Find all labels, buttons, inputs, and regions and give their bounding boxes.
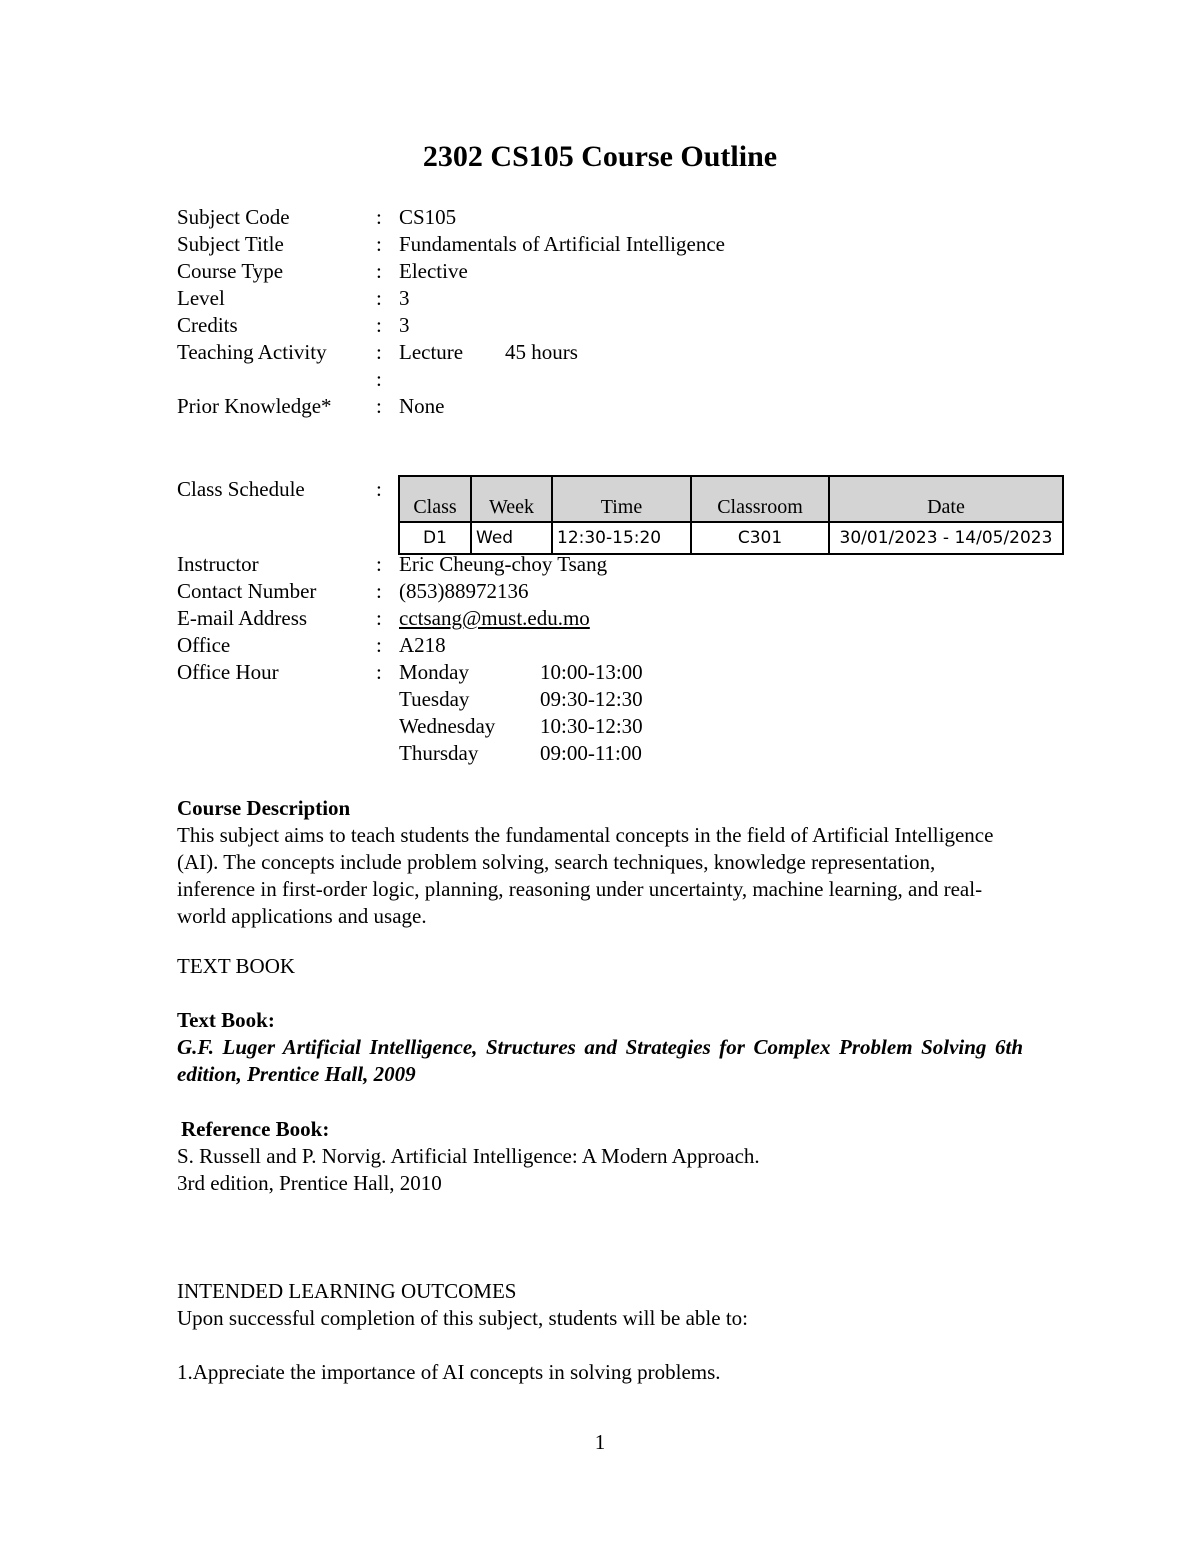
label-prior-knowledge: Prior Knowledge* bbox=[177, 394, 332, 418]
text-book-section bbox=[177, 1007, 1023, 1088]
value-course-type: Elective bbox=[399, 259, 468, 283]
office-hour-time: 10:00-13:00 bbox=[540, 660, 643, 684]
label-office-hour: Office Hour bbox=[177, 660, 279, 684]
ilo-intro: Upon successful completion of this subject, students will be able to: bbox=[177, 1306, 748, 1330]
header-classroom: Classroom bbox=[691, 476, 829, 522]
reference-book-heading: Reference Book: bbox=[181, 1117, 330, 1141]
colon: : bbox=[376, 286, 382, 310]
label-subject-code: Subject Code bbox=[177, 205, 290, 229]
course-description-section bbox=[177, 795, 1007, 930]
colon: : bbox=[376, 552, 382, 576]
spacer bbox=[177, 1332, 748, 1359]
class-schedule-table bbox=[398, 475, 1064, 555]
label-credits: Credits bbox=[177, 313, 238, 337]
value-teaching-hours: 45 hours bbox=[505, 340, 578, 364]
ilo-item-1: 1.Appreciate the importance of AI concepts in solving problems. bbox=[177, 1360, 721, 1384]
cell-class: D1 bbox=[399, 522, 471, 554]
office-hour-day: Thursday bbox=[399, 741, 479, 765]
colon: : bbox=[376, 394, 382, 418]
label-level: Level bbox=[177, 286, 225, 310]
value-contact-number: (853)88972136 bbox=[399, 579, 529, 603]
colon: : bbox=[376, 313, 382, 337]
cell-classroom: C301 bbox=[691, 522, 829, 554]
colon: : bbox=[376, 579, 382, 603]
text-book-heading: TEXT BOOK bbox=[177, 954, 296, 978]
reference-book-section bbox=[177, 1116, 760, 1197]
colon: : bbox=[376, 340, 382, 364]
value-prior-knowledge: None bbox=[399, 394, 445, 418]
value-credits: 3 bbox=[399, 313, 410, 337]
office-hour-time: 09:00-11:00 bbox=[540, 741, 642, 765]
office-hour-time: 10:30-12:30 bbox=[540, 714, 643, 738]
table-header-row bbox=[399, 476, 1063, 522]
office-hour-time: 09:30-12:30 bbox=[540, 687, 643, 711]
office-hour-day: Tuesday bbox=[399, 687, 470, 711]
ilo-section bbox=[177, 1278, 748, 1386]
text-book-subheading: Text Book: bbox=[177, 1008, 275, 1032]
label-contact-number: Contact Number bbox=[177, 579, 317, 603]
ilo-heading: INTENDED LEARNING OUTCOMES bbox=[177, 1279, 517, 1303]
document-title: 2302 CS105 Course Outline bbox=[422, 140, 778, 173]
text-book-citation: G.F. Luger Artificial Intelligence, Structures and Strategies for Complex Problem Solving 6th edition, Prentice Hall, 2009 bbox=[177, 1035, 1023, 1086]
colon: : bbox=[376, 367, 382, 391]
header-class: Class bbox=[399, 476, 471, 522]
colon: : bbox=[376, 477, 382, 501]
office-hour-day: Wednesday bbox=[399, 714, 496, 738]
cell-week: Wed bbox=[471, 522, 552, 554]
value-subject-code: CS105 bbox=[399, 205, 457, 229]
email-link[interactable]: cctsang@must.edu.mo bbox=[399, 606, 590, 630]
label-course-type: Course Type bbox=[177, 259, 284, 283]
course-description-text: This subject aims to teach students the fundamental concepts in the field of Artificial Intelligence (AI). The concepts include problem solving, search techniques, knowledge representation, inference in first-order logic, planning, reasoning under uncertainty, machine learning, and real-world applications and usage. bbox=[177, 823, 994, 928]
header-date: Date bbox=[829, 476, 1063, 522]
colon: : bbox=[376, 606, 382, 630]
colon: : bbox=[376, 633, 382, 657]
page-number: 1 bbox=[594, 1430, 606, 1454]
header-week: Week bbox=[471, 476, 552, 522]
label-office: Office bbox=[177, 633, 231, 657]
cell-time: 12:30-15:20 bbox=[552, 522, 691, 554]
header-time: Time bbox=[552, 476, 691, 522]
value-level: 3 bbox=[399, 286, 410, 310]
value-subject-title: Fundamentals of Artificial Intelligence bbox=[399, 232, 725, 256]
cell-date: 30/01/2023 - 14/05/2023 bbox=[829, 522, 1063, 554]
value-office: A218 bbox=[399, 633, 446, 657]
table-row bbox=[399, 522, 1063, 554]
label-email: E-mail Address bbox=[177, 606, 308, 630]
colon: : bbox=[376, 259, 382, 283]
colon: : bbox=[376, 232, 382, 256]
value-teaching-activity: Lecture bbox=[399, 340, 464, 364]
label-instructor: Instructor bbox=[177, 552, 259, 576]
reference-book-line2: 3rd edition, Prentice Hall, 2010 bbox=[177, 1171, 442, 1195]
office-hour-day: Monday bbox=[399, 660, 469, 684]
label-teaching-activity: Teaching Activity bbox=[177, 340, 327, 364]
colon: : bbox=[376, 205, 382, 229]
colon: : bbox=[376, 660, 382, 684]
label-class-schedule: Class Schedule bbox=[177, 477, 305, 501]
reference-book-line1: S. Russell and P. Norvig. Artificial Intelligence: A Modern Approach. bbox=[177, 1144, 760, 1168]
value-instructor: Eric Cheung-choy Tsang bbox=[399, 552, 608, 576]
course-description-heading: Course Description bbox=[177, 796, 351, 820]
label-subject-title: Subject Title bbox=[177, 232, 284, 256]
